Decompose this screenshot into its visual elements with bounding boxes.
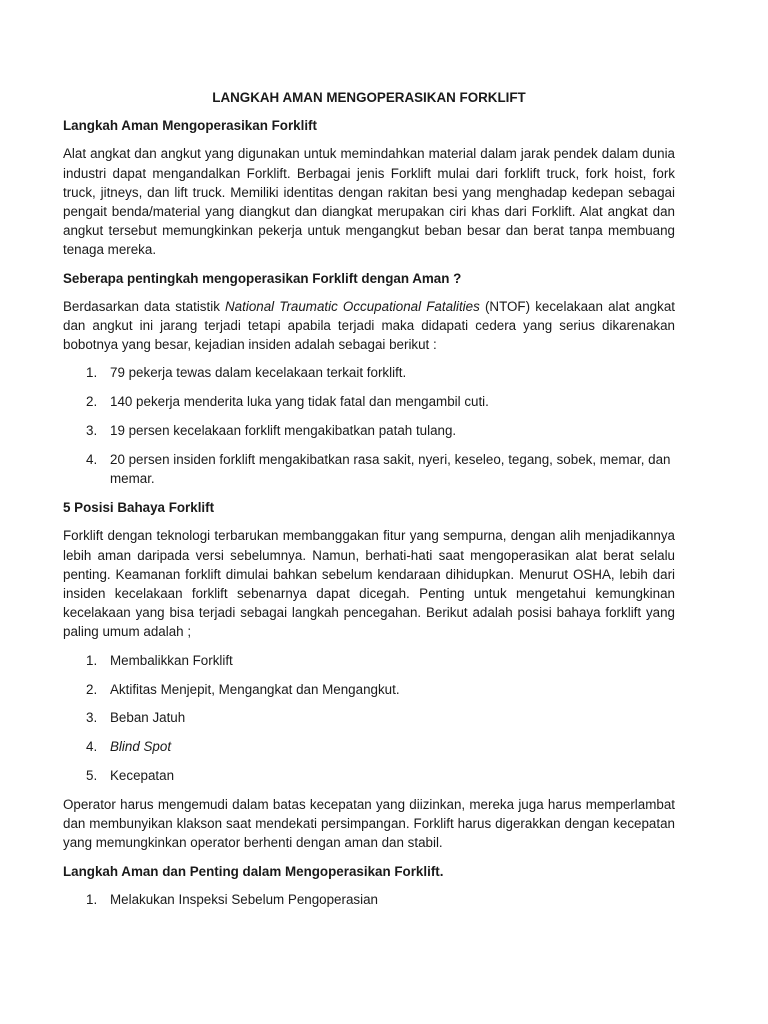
paragraph-hazard-intro: Forklift dengan teknologi terbarukan membanggakan fitur yang sempurna, dengan alih menjadikannya lebih aman daripada versi sebelumnya. Namun, berhati-hati saat mengoperasikan alat berat selalu penting. Keamanan forklift dimulai bahkan sebelum kendaraan dihidupkan. Menurut OSHA, lebih dari insiden kecelakaan forklift sebenarnya dapat dicegah. Penting untuk mengetahui kemungkinan kecelakaan yang bisa terjadi sebagai langkah pencegahan. Berikut adalah posisi bahaya forklift yang paling umum adalah ; (63, 528, 675, 640)
list-item-text: 140 pekerja menderita luka yang tidak fatal dan mengambil cuti. (110, 394, 489, 410)
list-number: 2. (86, 394, 98, 410)
list-item (63, 708, 675, 727)
section-heading-langkah-penting: Langkah Aman dan Penting dalam Mengoperasikan Forklift. (63, 863, 444, 879)
list-item-text: Kecepatan (110, 768, 175, 784)
list-item (63, 680, 675, 699)
document-page (63, 88, 675, 919)
list-item (63, 651, 675, 670)
list-item (63, 766, 675, 785)
list-item-text: Melakukan Inspeksi Sebelum Pengoperasian (110, 891, 378, 907)
paragraph-statistics-rest: (NTOF) kecelakaan alat angkat dan angkut ini jarang terjadi tetapi apabila terjadi maka didapati cedera yang serius dikarenakan bobotnya yang besar, kejadian insiden adalah sebagai berikut : (63, 298, 675, 353)
list-item-text: Membalikkan Forklift (110, 652, 233, 668)
list-item (63, 737, 675, 756)
paragraph-statistics (63, 297, 675, 355)
list-number: 1. (86, 652, 98, 668)
steps-list (63, 890, 675, 909)
section-heading-posisi-bahaya: 5 Posisi Bahaya Forklift (63, 500, 215, 516)
list-item (63, 450, 675, 488)
list-number: 5. (86, 768, 98, 784)
list-number: 4. (86, 739, 98, 755)
list-item-text: 19 persen kecelakaan forklift mengakibatkan patah tulang. (110, 423, 457, 439)
ntof-term: National Traumatic Occupational Fatalities (225, 298, 480, 314)
list-number: 3. (86, 423, 98, 439)
list-number: 4. (86, 452, 98, 468)
list-number: 1. (86, 365, 98, 381)
paragraph-operator: Operator harus mengemudi dalam batas kecepatan yang diizinkan, mereka juga harus memperlambat dan membunyikan klakson saat mendekati persimpangan. Forklift harus digerakkan dengan kecepatan yang memungkinkan operator berhenti dengan aman dan stabil. (63, 797, 675, 851)
list-item (63, 421, 675, 440)
list-item (63, 392, 675, 411)
section-heading-seberapa-penting: Seberapa pentingkah mengoperasikan Forklift dengan Aman ? (63, 270, 462, 286)
list-item-text: Aktifitas Menjepit, Mengangkat dan Mengangkut. (110, 681, 400, 697)
list-number: 2. (86, 681, 98, 697)
paragraph-statistics-lead: Berdasarkan data statistik (63, 298, 226, 314)
list-number: 3. (86, 710, 98, 726)
section-heading-langkah-aman: Langkah Aman Mengoperasikan Forklift (63, 118, 317, 134)
list-item (63, 890, 675, 909)
list-item-text: 79 pekerja tewas dalam kecelakaan terkait forklift. (110, 365, 407, 381)
list-item (63, 363, 675, 382)
list-number: 1. (86, 891, 98, 907)
hazard-list (63, 651, 675, 786)
statistics-list (63, 363, 675, 488)
list-item-text: Beban Jatuh (110, 710, 186, 726)
list-item-text: Blind Spot (110, 739, 172, 755)
list-item-text: 20 persen insiden forklift mengakibatkan rasa sakit, nyeri, keseleo, tegang, sobek, memar, dan memar. (110, 452, 671, 487)
paragraph-intro: Alat angkat dan angkut yang digunakan untuk memindahkan material dalam jarak pendek dalam dunia industri dapat mengandalkan Forklift. Berbagai jenis Forklift mulai dari forklift truck, fork hoist, fork truck, jitneys, dan lift truck. Memiliki identitas dengan rakitan besi yang menghadap kedepan sebagai pengait benda/material yang diangkut dan diangkat merupakan ciri khas dari Forklift. Alat angkat dan angkut tersebut memungkinkan pekerja untuk mengangkut beban besar dan berat tanpa membuang tenaga mereka. (63, 146, 675, 258)
document-title: LANGKAH AMAN MENGOPERASIKAN FORKLIFT (212, 90, 526, 105)
